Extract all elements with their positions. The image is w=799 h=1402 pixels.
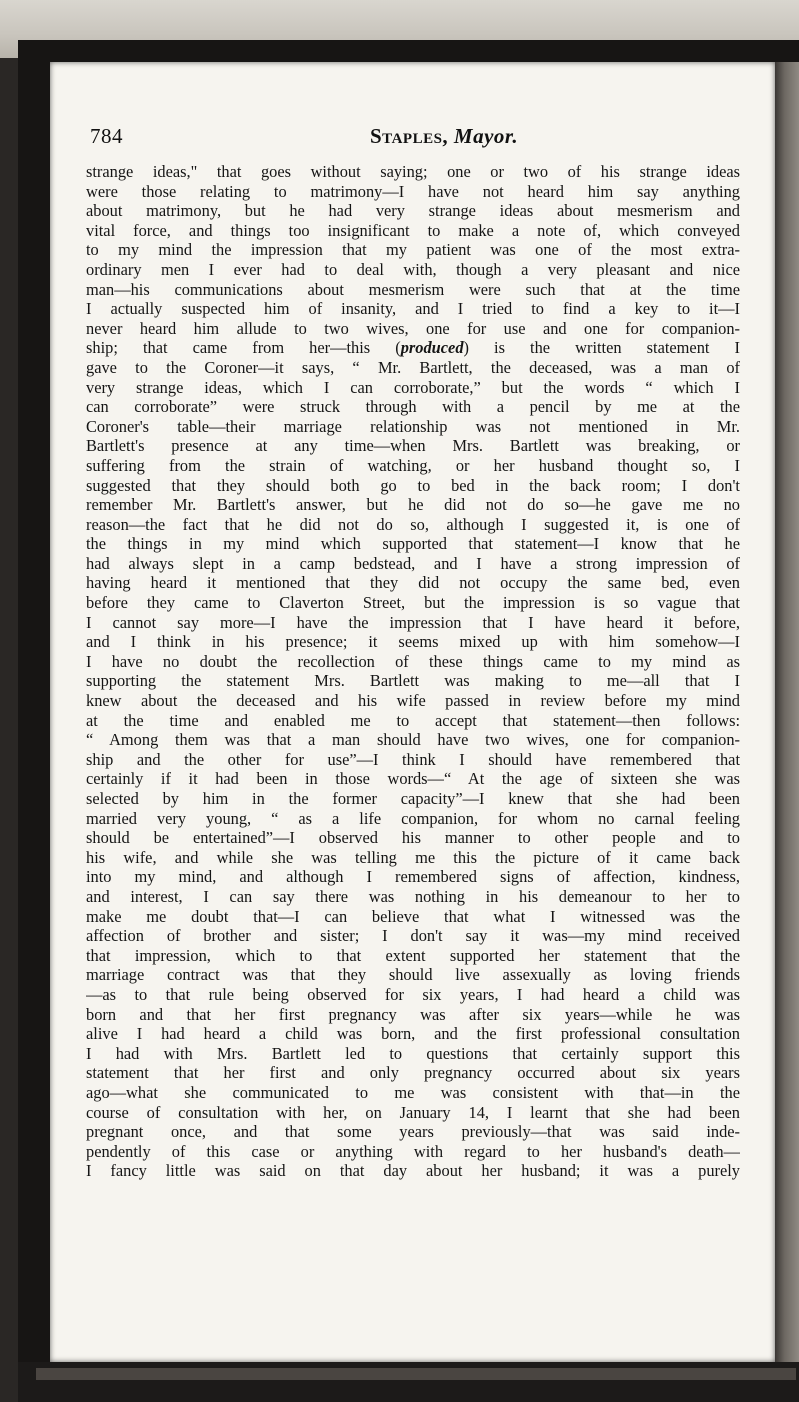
text-line: man—his communications about mesmerism were such that at the time xyxy=(86,279,740,299)
text-line: ordinary men I ever had to deal with, though a very pleasant and nice xyxy=(86,259,740,279)
text-line: affection of brother and sister; I don't say it was—my mind received xyxy=(86,926,740,946)
text-line: were those relating to matrimony—I have not heard him say anything xyxy=(86,181,740,201)
text-line: his wife, and while she was telling me this the picture of it came back xyxy=(86,847,740,867)
text-line: —as to that rule being observed for six years, I had heard a child was xyxy=(86,984,740,1004)
text-line: statement that her first and only pregnancy occurred about six years xyxy=(86,1063,740,1083)
exhibit-marker: produced xyxy=(400,338,464,358)
text-line: certainly if it had been in those words—“ At the age of sixteen she was xyxy=(86,769,740,789)
text-line: I have no doubt the recollection of these things came to my mind as xyxy=(86,651,740,671)
text-line: had always slept in a camp bedstead, and I have a strong impression of xyxy=(86,553,740,573)
text-line: never heard him allude to two wives, one for use and one for companion- xyxy=(86,318,740,338)
text-line: I actually suspected him of insanity, and I tried to find a key to it—I xyxy=(86,299,740,319)
text-line: strange ideas," that goes without saying; one or two of his strange ideas xyxy=(86,162,740,181)
text-line: marriage contract was that they should live assexually as loving friends xyxy=(86,965,740,985)
text-line: pregnant once, and that some years previously—that was said inde- xyxy=(86,1122,740,1142)
text-line: and interest, I can say there was nothing in his demeanour to her to xyxy=(86,886,740,906)
text-line: knew about the deceased and his wife passed in review before my mind xyxy=(86,691,740,711)
text-line: very strange ideas, which I can corroborate,” but the words “ which I xyxy=(86,377,740,397)
text-line: before they came to Claverton Street, but the impression is so vague that xyxy=(86,593,740,613)
text-line: remember Mr. Bartlett's answer, but he did not do so—he gave me no xyxy=(86,495,740,515)
running-head-title: Mayor. xyxy=(453,124,519,148)
text-line: course of consultation with her, on January 14, I learnt that she had been xyxy=(86,1102,740,1122)
text-line: born and that her first pregnancy was after six years—while he was xyxy=(86,1004,740,1024)
text-line: vital force, and things too insignificant to make a note of, which conveyed xyxy=(86,220,740,240)
page-edge xyxy=(775,62,799,1362)
text-line: Bartlett's presence at any time—when Mrs. Bartlett was breaking, or xyxy=(86,436,740,456)
text-line: I had with Mrs. Bartlett led to questions that certainly support this xyxy=(86,1043,740,1063)
page-bottom-strip xyxy=(36,1368,796,1380)
text-line: selected by him in the former capacity”—I knew that she had been xyxy=(86,789,740,808)
text-line: ago—what she communicated to me was consistent with that—in the xyxy=(86,1082,740,1102)
text-line: to my mind the impression that my patient was one of the most extra- xyxy=(86,240,740,260)
page-header xyxy=(90,124,730,154)
text-line: suggested that they should both go to bed in the back room; I don't xyxy=(86,475,740,495)
text-line: into my mind, and although I remembered signs of affection, kindness, xyxy=(86,867,740,887)
running-head-name: Staples, xyxy=(370,124,449,148)
text-line: alive I had heard a child was born, and the first professional consultation xyxy=(86,1024,740,1044)
text-line: ship; that came from her—this (produced) is the written statement I xyxy=(86,338,740,358)
text-line: pendently of this case or anything with regard to her husband's death— xyxy=(86,1141,740,1161)
text-line: make me doubt that—I can believe that what I witnessed was the xyxy=(86,906,740,926)
text-line: “ Among them was that a man should have two wives, one for companion- xyxy=(86,730,740,750)
text-line: suffering from the strain of watching, or her husband thought so, I xyxy=(86,455,740,475)
text-line: I fancy little was said on that day about her husband; it was a purely xyxy=(86,1161,740,1181)
text-line: ship and the other for use”—I think I should have remembered that xyxy=(86,749,740,769)
text-line: the things in my mind which supported that statement—I know that he xyxy=(86,534,740,554)
text-line: Coroner's table—their marriage relationship was not mentioned in Mr. xyxy=(86,416,740,436)
text-line: reason—the fact that he did not do so, although I suggested it, is one of xyxy=(86,514,740,534)
text-line: supporting the statement Mrs. Bartlett was making to me—all that I xyxy=(86,671,740,691)
text-line: at the time and enabled me to accept that statement—then follows: xyxy=(86,710,740,730)
text-line: having heard it mentioned that they did not occupy the same bed, even xyxy=(86,573,740,593)
text-line: about matrimony, but he had very strange ideas about mesmerism and xyxy=(86,201,740,221)
text-line: should be entertained”—I observed his manner to other people and to xyxy=(86,828,740,848)
text-line: can corroborate” were struck through with a pencil by me at the xyxy=(86,397,740,417)
running-head xyxy=(370,124,518,149)
text-line: and I think in his presence; it seems mixed up with him somehow—I xyxy=(86,632,740,652)
text-line: gave to the Coroner—it says, “ Mr. Bartlett, the deceased, was a man of xyxy=(86,357,740,377)
text-line: that impression, which to that extent supported her statement that the xyxy=(86,945,740,965)
text-line: I cannot say more—I have the impression that I have heard it before, xyxy=(86,612,740,632)
body-text xyxy=(86,162,740,1181)
text-line: married very young, “ as a life companion, for whom no carnal feeling xyxy=(86,808,740,828)
page-number: 784 xyxy=(90,124,123,148)
